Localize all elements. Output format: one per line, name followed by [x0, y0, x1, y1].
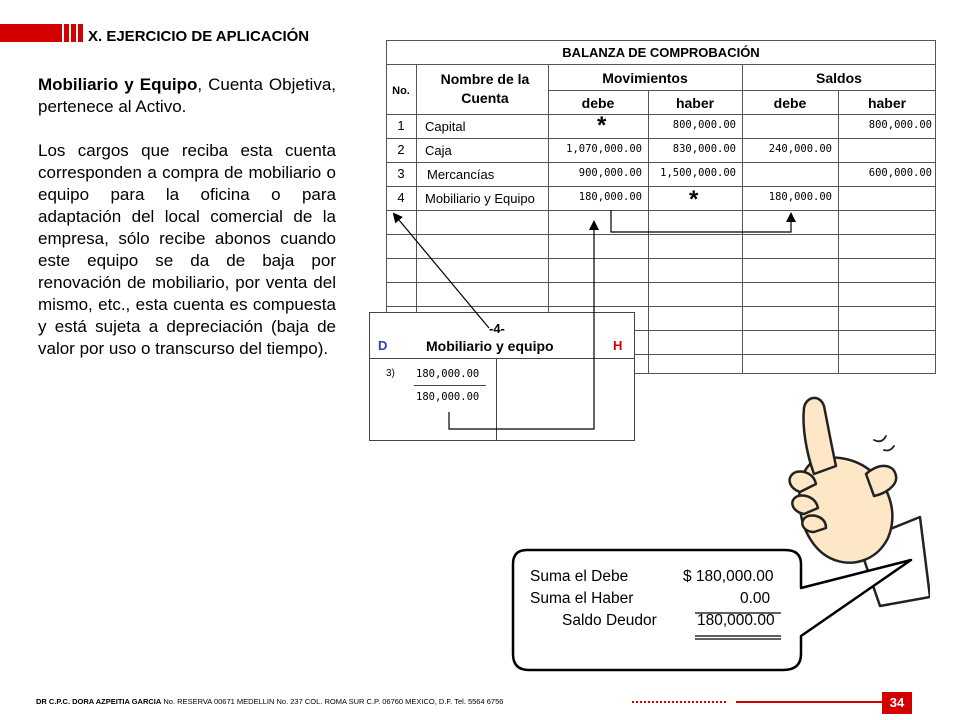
t-account-d: D — [378, 338, 388, 353]
row1-name: Capital — [425, 119, 466, 134]
row4-no: 4 — [397, 190, 405, 205]
row1-no: 1 — [397, 118, 405, 133]
col-mov-debe: debe — [581, 95, 615, 111]
row3-sal-haber: 600,000.00 — [868, 167, 932, 179]
row2-mov-debe: 1,070,000.00 — [566, 143, 642, 155]
col-mov-haber: haber — [675, 95, 715, 111]
section-title: X. EJERCICIO DE APLICACIÓN — [88, 28, 310, 45]
row1-mov-haber: 800,000.00 — [672, 119, 736, 131]
row2-mov-haber: 830,000.00 — [672, 143, 736, 155]
t-account-name: Mobiliario y equipo — [426, 338, 554, 354]
row2-sal-debe: 240,000.00 — [768, 143, 832, 155]
t-account-total: 180,000.00 — [416, 391, 480, 403]
row2-name: Caja — [425, 143, 452, 158]
asterisk-row4: * — [689, 186, 699, 213]
col-sal-haber: haber — [867, 95, 907, 111]
row3-mov-haber: 1,500,000.00 — [660, 167, 736, 179]
bubble-saldo-label: Saldo Deudor — [562, 612, 657, 629]
row3-name: Mercancías — [427, 167, 495, 182]
row2-no: 2 — [397, 142, 405, 157]
footer-text: DR C.P.C. DORA AZPEITIA GARCIA No. RESERVA 00671 MEDELLIN No. 237 COL. ROMA SUR C.P. 06760 MEXICO, D.F. Tel. 5564 6756 — [36, 697, 504, 706]
bubble-suma-haber-value: 0.00 — [740, 590, 771, 607]
t-account-entry-ref: 3) — [386, 368, 395, 379]
row3-mov-debe: 900,000.00 — [578, 167, 642, 179]
row4-sal-debe: 180,000.00 — [768, 191, 832, 203]
footer-red-line — [736, 701, 882, 703]
bubble-suma-haber-label: Suma el Haber — [530, 590, 634, 607]
row1-sal-haber: 800,000.00 — [868, 119, 932, 131]
row3-no: 3 — [397, 166, 405, 181]
col-nombre: Nombre de la Cuenta — [440, 71, 530, 106]
intro-bold: Mobiliario y Equipo — [38, 75, 198, 94]
t-account-h: H — [613, 338, 623, 353]
bubble-saldo-value: 180,000.00 — [697, 612, 775, 629]
intro-rest: , Cuenta Objetiva, pertenece al Activo. — [38, 75, 337, 116]
col-no: No. — [392, 85, 410, 97]
asterisk-row1: * — [597, 112, 607, 139]
row4-mov-debe: 180,000.00 — [578, 191, 642, 203]
col-saldos: Saldos — [816, 70, 862, 86]
row4-name: Mobiliario y Equipo — [425, 191, 535, 206]
footer-rest: No. RESERVA 00671 MEDELLIN No. 237 COL. ROMA SUR C.P. 06760 MEXICO, D.F. Tel. 5564 6756 — [163, 697, 504, 706]
col-movimientos: Movimientos — [602, 70, 688, 86]
col-sal-debe: debe — [773, 95, 807, 111]
bubble-suma-debe-value: $ 180,000.00 — [683, 568, 774, 585]
bubble-suma-debe-label: Suma el Debe — [530, 568, 629, 585]
t-account-number: -4- — [489, 321, 505, 336]
footer-dotted-line — [632, 700, 728, 704]
balanza-title: BALANZA DE COMPROBACIÓN — [562, 45, 760, 60]
speech-bubble — [505, 536, 925, 686]
body-paragraph: Los cargos que reciba esta cuenta corresponden a compra de mobiliario o equipo para la oficina o para adaptación del local comercial de la empresa, sólo recibe abonos cuando este equipo se da de baja por renovación de mobiliario, por venta del mismo, etc., esta cuenta es compuesta y está sujeta a depreciación (baja de valor por uso o transcurso del tiempo). — [38, 141, 336, 358]
t-account-entry-amount: 180,000.00 — [416, 368, 480, 380]
page-number: 34 — [882, 692, 912, 714]
